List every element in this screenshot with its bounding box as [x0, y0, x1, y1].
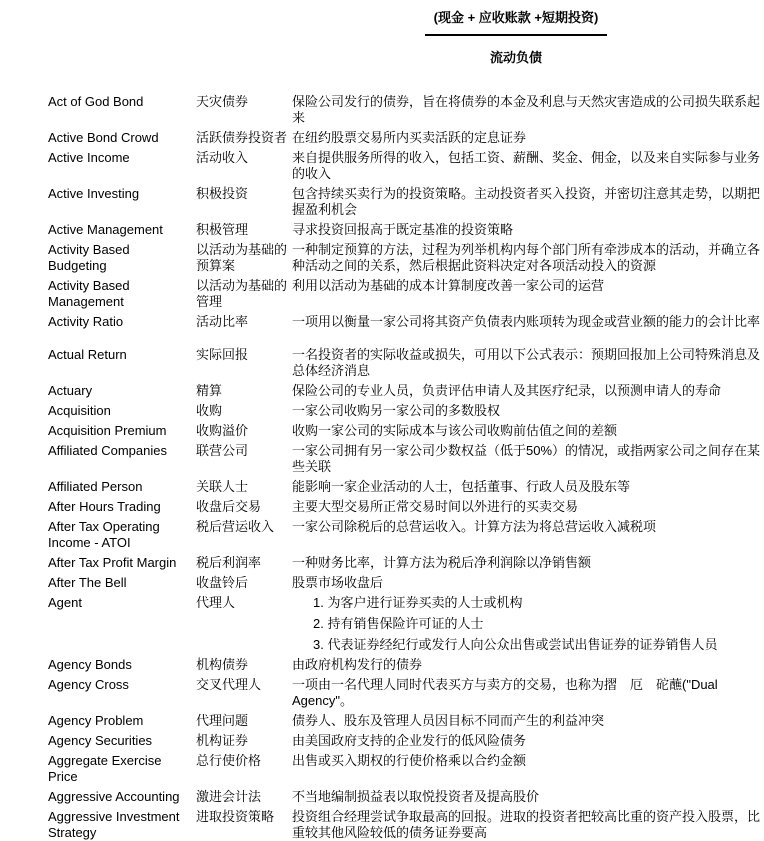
entry-term-english: Active Income: [48, 150, 130, 165]
entry-definition: 在纽约股票交易所内买卖活跃的定息证券: [292, 130, 527, 145]
entry-term-chinese: 积极管理: [196, 222, 249, 237]
entry-definition: 收购一家公司的实际成本与该公司收购前估值之间的差额: [292, 423, 618, 438]
entry-term-chinese: 关联人士: [196, 479, 249, 494]
entry-definition: 一项用以衡量一家公司将其资产负债表内账项转为现金或营业额的能力的会计比率: [292, 314, 761, 329]
glossary-entry: [48, 278, 764, 310]
formula-denominator: 流动负债: [489, 50, 542, 65]
entry-term-chinese: 交叉代理人: [196, 677, 262, 692]
entry-term-chinese: 活动收入: [196, 150, 249, 165]
entry-term-chinese: 天灾债券: [196, 94, 249, 109]
glossary-entry: [48, 789, 764, 805]
glossary-entry: [48, 753, 764, 785]
entry-term-chinese: 收购溢价: [196, 423, 249, 438]
entry-definition: 寻求投资回报高于既定基准的投资策略: [292, 222, 514, 237]
entry-term-english: After The Bell: [48, 575, 127, 590]
entry-term-chinese: 收购: [196, 403, 223, 418]
entry-term-chinese: 机构证券: [196, 733, 249, 748]
glossary-entry: [48, 242, 764, 274]
entry-term-english: Aggressive Accounting: [48, 789, 180, 804]
entry-term-chinese: 积极投资: [196, 186, 249, 201]
glossary-entry: [48, 657, 764, 673]
entry-term-english: Activity Ratio: [48, 314, 124, 329]
entry-term-english: Agency Problem: [48, 713, 144, 728]
entry-definition: 能影响一家企业活动的人士，包括董事、行政人员及股东等: [292, 479, 631, 494]
entry-definition: 不当地编制损益表以取悦投资者及提高股价: [292, 789, 540, 804]
entry-definition: 一家公司收购另一家公司的多数股权: [292, 403, 501, 418]
definition-list-item: 3. 代表证券经纪行或发行人向公众出售或尝试出售证券的证券销售人员: [313, 637, 718, 652]
entry-term-english: Agency Securities: [48, 733, 153, 748]
glossary-entry: [48, 499, 764, 515]
glossary-entry: [48, 314, 764, 330]
entry-term-chinese: 机构债券: [196, 657, 249, 672]
entry-term-chinese: 以活动为基础的管理: [196, 278, 288, 309]
entry-definition: 一家公司除税后的总营运收入。计算方法为将总营运收入减税项: [292, 519, 657, 534]
entry-term-chinese: 以活动为基础的预算案: [196, 242, 288, 273]
entry-definition: 一种财务比率，计算方法为税后净利润除以净销售额: [292, 555, 592, 570]
entry-definition: 包含持续买卖行为的投资策略。主动投资者买入投资，并密切注意其走势，以期把握盈利机会: [292, 186, 761, 217]
definition-list-item: 1. 为客户进行证券买卖的人士或机构: [313, 595, 523, 610]
entry-term-english: Active Bond Crowd: [48, 130, 159, 145]
entry-term-english: Affiliated Person: [48, 479, 143, 494]
glossary-entry: [48, 677, 764, 709]
entry-term-english: Acquisition: [48, 403, 111, 418]
entry-term-english: Active Management: [48, 222, 163, 237]
entry-term-chinese: 税后营运收入: [196, 519, 275, 534]
entry-term-chinese: 活跃债券投资者: [196, 130, 288, 145]
entry-term-english: Actuary: [48, 383, 93, 398]
glossary-entry: [48, 733, 764, 749]
glossary-entry: [48, 130, 764, 146]
entry-definition: 由美国政府支持的企业发行的低风险债务: [292, 733, 527, 748]
entry-term-english: Active Investing: [48, 186, 140, 201]
entry-term-chinese: 精算: [196, 383, 223, 398]
entry-term-english: Actual Return: [48, 347, 127, 362]
entry-term-chinese: 代理人: [196, 595, 236, 610]
entry-term-chinese: 进取投资策略: [196, 809, 275, 824]
entry-term-chinese: 代理问题: [196, 713, 249, 728]
entry-term-english: After Hours Trading: [48, 499, 161, 514]
quick-ratio-formula: [366, 10, 666, 66]
formula-numerator: (现金 + 应收账款 +短期投资): [433, 10, 599, 25]
entry-term-english: After Tax Profit Margin: [48, 555, 177, 570]
entry-term-english: Aggregate Exercise Price: [48, 753, 162, 784]
glossary-entry: [48, 383, 764, 399]
entry-definition: 债券人、股东及管理人员因目标不同而产生的利益冲突: [292, 713, 605, 728]
glossary-entry: [48, 555, 764, 571]
entry-term-chinese: 总行使价格: [196, 753, 262, 768]
definition-list-item: 2. 持有销售保险许可证的人士: [313, 616, 484, 631]
entry-definition: 一种制定预算的方法，过程为列举机构内每个部门所有牵涉成本的活动，并确立各种活动之间的关系，然后根据此资料决定对各项活动投入的资源: [292, 242, 761, 273]
entry-definition: 出售或买入期权的行使价格乘以合约金额: [292, 753, 527, 768]
entry-term-chinese: 激进会计法: [196, 789, 262, 804]
entry-term-english: Activity Based Management: [48, 278, 130, 309]
glossary-entry: [48, 575, 764, 591]
glossary-entry: [48, 423, 764, 439]
entry-term-chinese: 实际回报: [196, 347, 249, 362]
entry-term-chinese: 联营公司: [196, 443, 249, 458]
entry-term-english: Acquisition Premium: [48, 423, 167, 438]
glossary-entry: [48, 186, 764, 218]
glossary-entry: [48, 443, 764, 475]
glossary-document-page: [0, 10, 764, 840]
entry-term-english: Agency Cross: [48, 677, 129, 692]
entry-term-english: Agent: [48, 595, 82, 610]
formula-divider-line: [425, 34, 607, 36]
entry-term-english: Affiliated Companies: [48, 443, 167, 458]
glossary-list: [0, 94, 764, 841]
entry-definition: 股票市场收盘后: [292, 575, 384, 590]
entry-definition: 一名投资者的实际收益或损失，可用以下公式表示：预期回报加上公司特殊消息及总体经济消息: [292, 347, 761, 378]
entry-definition: 利用以活动为基础的成本计算制度改善一家公司的运营: [292, 278, 605, 293]
entry-term-chinese: 收盘后交易: [196, 499, 262, 514]
glossary-entry: [48, 150, 764, 182]
glossary-entry: [48, 479, 764, 495]
entry-definition: 来自提供服务所得的收入，包括工资、薪酬、奖金、佣金，以及来自实际参与业务的收入: [292, 150, 761, 181]
entry-term-english: After Tax Operating Income - ATOI: [48, 519, 160, 550]
glossary-entry: [48, 403, 764, 419]
entry-term-chinese: 活动比率: [196, 314, 249, 329]
entry-term-chinese: 税后利润率: [196, 555, 262, 570]
entry-definition: 由政府机构发行的债券: [292, 657, 423, 672]
entry-term-english: Activity Based Budgeting: [48, 242, 130, 273]
glossary-entry: [48, 595, 764, 653]
entry-definition: 保险公司发行的债券，旨在将债券的本金及利息与天然灾害造成的公司损失联系起来: [292, 94, 761, 125]
entry-definition: 一家公司拥有另一家公司少数权益（低于50%）的情况，或指两家公司之间存在某些关联: [292, 443, 761, 474]
entry-term-english: Aggressive Investment Strategy: [48, 809, 180, 840]
entry-term-chinese: 收盘铃后: [196, 575, 249, 590]
glossary-entry: [48, 809, 764, 841]
entry-definition: 投资组合经理尝试争取最高的回报。进取的投资者把较高比重的资产投入股票，比重较其他风险较低的债务证券要高: [292, 809, 761, 840]
glossary-entry: [48, 94, 764, 126]
entry-definition: [292, 595, 762, 653]
entry-definition: 一项由一名代理人同时代表买方与卖方的交易，也称为摺 厄 砣蘸("Dual Agency"。: [292, 677, 718, 708]
entry-definition: 保险公司的专业人员，负责评估申请人及其医疗纪录，以预测申请人的寿命: [292, 383, 722, 398]
glossary-entry: [48, 222, 764, 238]
glossary-entry: [48, 713, 764, 729]
entry-term-english: Agency Bonds: [48, 657, 132, 672]
entry-definition: 主要大型交易所正常交易时间以外进行的买卖交易: [292, 499, 579, 514]
glossary-entry: [48, 347, 764, 379]
glossary-entry: [48, 519, 764, 551]
entry-term-english: Act of God Bond: [48, 94, 144, 109]
